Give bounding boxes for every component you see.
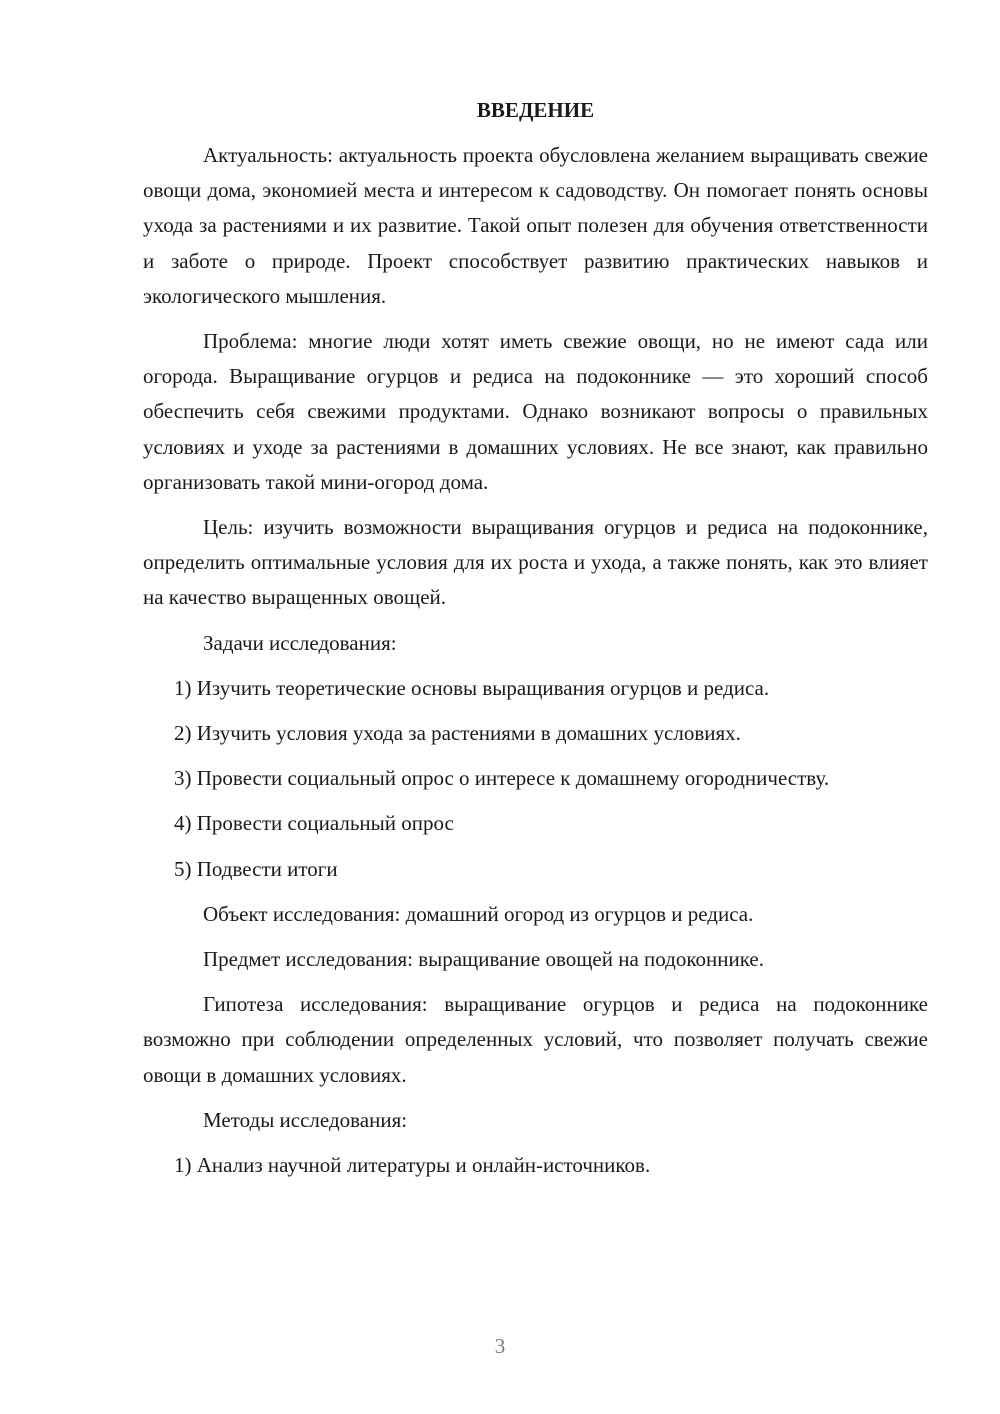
task-item: 1) Изучить теоретические основы выращивания огурцов и редиса.: [174, 675, 770, 700]
relevance-paragraph: Актуальность: актуальность проекта обусловлена желанием выращивать свежие овощи дома, экономией места и интересом к садоводству. Он помогает понять основы ухода за растениями и их развитие. Такой опыт полезен для обучения ответственности и заботе о природе. Проект способствует развитию практических навыков и экологического мышления.: [143, 143, 928, 308]
task-item: 2) Изучить условия ухода за растениями в домашних условиях.: [174, 721, 741, 746]
document-page: [143, 93, 928, 1183]
section-heading: ВВЕДЕНИЕ: [476, 98, 595, 122]
task-item: 3) Провести социальный опрос о интересе к домашнему огородничеству.: [174, 766, 830, 791]
method-item: 1) Анализ научной литературы и онлайн-источников.: [174, 1153, 651, 1178]
goal-paragraph: Цель: изучить возможности выращивания огурцов и редиса на подоконнике, определить оптимальные условия для их роста и ухода, а также понять, как это влияет на качество выращенных овощей.: [143, 515, 928, 610]
task-item: 4) Провести социальный опрос: [174, 811, 454, 836]
task-item: 5) Подвести итоги: [174, 856, 338, 881]
methods-heading: Методы исследования:: [203, 1107, 408, 1132]
page-number: 3: [494, 1334, 506, 1358]
subject-paragraph: Предмет исследования: выращивание овощей на подоконнике.: [203, 947, 764, 972]
hypothesis-paragraph: Гипотеза исследования: выращивание огурцов и редиса на подоконнике возможно при соблюдении определенных условий, что позволяет получать свежие овощи в домашних условиях.: [143, 992, 928, 1087]
object-paragraph: Объект исследования: домашний огород из огурцов и редиса.: [203, 901, 754, 926]
problem-paragraph: Проблема: многие люди хотят иметь свежие овощи, но не имеют сада или огорода. Выращивание огурцов и редиса на подоконнике — это хороший способ обеспечить себя свежими продуктами. Однако возникают вопросы о правильных условиях и уходе за растениями в домашних условиях. Не все знают, как правильно организовать такой мини-огород дома.: [143, 329, 928, 494]
tasks-heading: Задачи исследования:: [203, 630, 397, 655]
